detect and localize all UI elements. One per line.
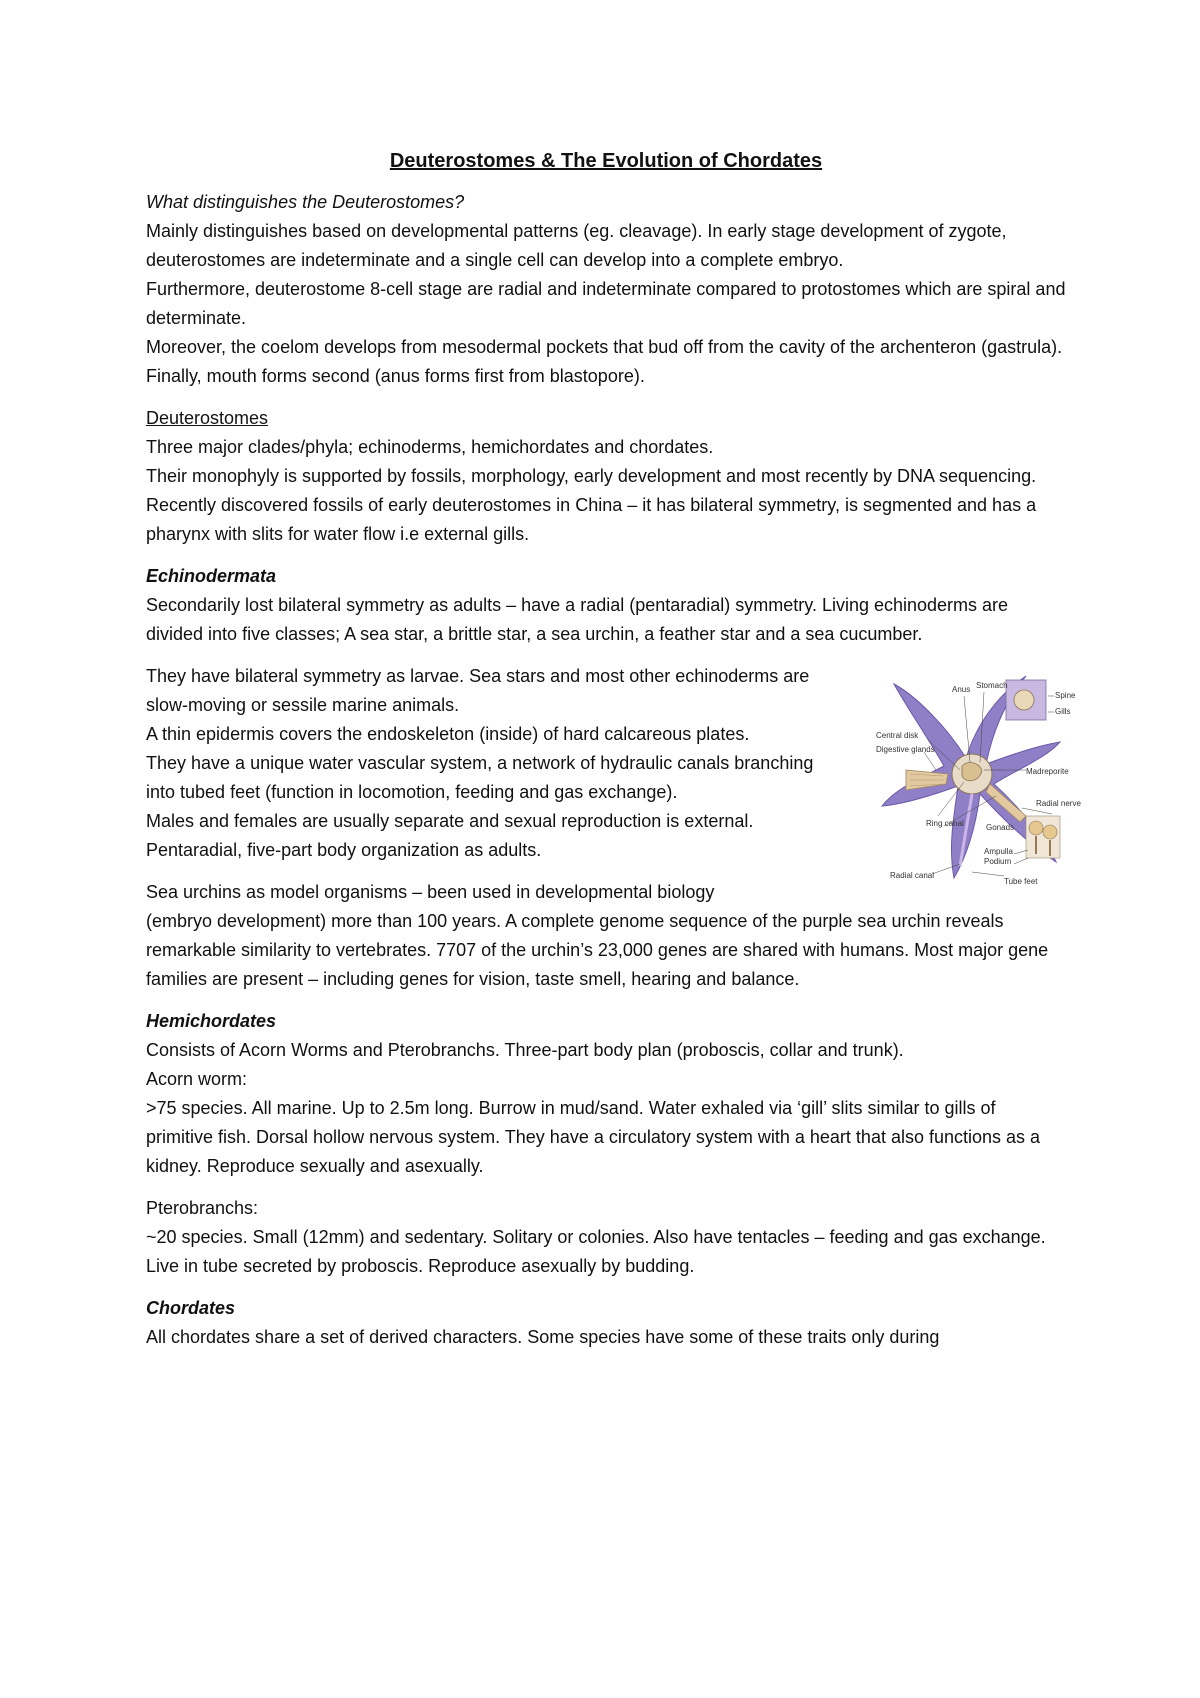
pterobranchs-section — [146, 1194, 1066, 1281]
figure-label-gonads: Gonads — [986, 823, 1015, 832]
sea-urchin-paragraph-start: Sea urchins as model organisms – been used in developmental biology — [146, 882, 715, 902]
section-paragraph: Consists of Acorn Worms and Pterobranchs. Three-part body plan (proboscis, collar and trunk). — [146, 1040, 904, 1060]
echinoderm-figure-block — [146, 662, 1081, 907]
intro-line: Furthermore, deuterostome 8-cell stage are radial and indeterminate compared to protostomes which are spiral and determinate. — [146, 279, 1066, 328]
figure-label-ampulla: Ampulla — [984, 847, 1013, 856]
section-paragraph: All chordates share a set of derived characters. Some species have some of these traits only during — [146, 1327, 940, 1347]
trait-line: They have a unique water vascular system, a network of hydraulic canals branching into tubed feet (function in locomotion, feeding and gas exchange). — [146, 753, 814, 802]
intro-question: What distinguishes the Deuterostomes? — [146, 192, 465, 212]
echinoderm-traits — [146, 662, 846, 865]
figure-label-tube-feet: Tube feet — [1004, 877, 1038, 886]
echinodermata-section — [146, 562, 1066, 649]
figure-label-stomach: Stomach — [976, 681, 1008, 690]
figure-label-digestive-glands: Digestive glands — [876, 745, 935, 754]
figure-label-spine: Spine — [1055, 691, 1076, 700]
section-line: Three major clades/phyla; echinoderms, hemichordates and chordates. — [146, 437, 714, 457]
figure-label-anus: Anus — [952, 685, 971, 694]
section-heading: Deuterostomes — [146, 408, 269, 428]
trait-line: Males and females are usually separate and sexual reproduction is external. — [146, 811, 754, 831]
acorn-worm-text: >75 species. All marine. Up to 2.5m long. Burrow in mud/sand. Water exhaled via ‘gill’ slits similar to gills of primitive fish. Dorsal hollow nervous system. They have a circulatory system with a heart that also functions as a kidney. Reproduce sexually and asexually. — [146, 1098, 1041, 1176]
figure-label-central-disk: Central disk — [876, 731, 919, 740]
section-line: Their monophyly is supported by fossils, morphology, early development and most recently by DNA sequencing. — [146, 466, 1037, 486]
figure-label-madreporite: Madreporite — [1026, 767, 1069, 776]
section-heading: Chordates — [146, 1298, 236, 1318]
page-title: Deuterostomes & The Evolution of Chordates — [389, 150, 823, 172]
pterobranchs-text: ~20 species. Small (12mm) and sedentary. Solitary or colonies. Also have tentacles – feeding and gas exchange. Live in tube secreted by proboscis. Reproduce asexually by budding. — [146, 1227, 1046, 1276]
trait-line: Pentaradial, five-part body organization as adults. — [146, 840, 542, 860]
subheading-acorn-worm: Acorn worm: — [146, 1069, 248, 1089]
intro-line: Moreover, the coelom develops from mesodermal pockets that bud off from the cavity of the archenteron (gastrula). — [146, 337, 1063, 357]
document-content — [146, 148, 1081, 1365]
trait-line: A thin epidermis covers the endoskeleton (inside) of hard calcareous plates. — [146, 724, 750, 744]
figure-label-ring-canal: Ring canal — [926, 819, 964, 828]
subheading-pterobranchs: Pterobranchs: — [146, 1198, 259, 1218]
sea-star-anatomy-figure — [876, 666, 1081, 890]
intro-line: Finally, mouth forms second (anus forms first from blastopore). — [146, 366, 645, 386]
figure-label-radial-nerve: Radial nerve — [1036, 799, 1081, 808]
intro-section — [146, 188, 1066, 391]
deuterostomes-section — [146, 404, 1066, 549]
section-heading: Echinodermata — [146, 566, 277, 586]
hemichordates-section — [146, 1007, 1066, 1181]
section-paragraph: Secondarily lost bilateral symmetry as adults – have a radial (pentaradial) symmetry. Living echinoderms are divided into five classes; A sea star, a brittle star, a sea urchin, a feather star and a sea cucumber. — [146, 595, 1009, 644]
intro-line: Mainly distinguishes based on developmental patterns (eg. cleavage). In early stage development of zygote, deuterostomes are indeterminate and a single cell can develop into a complete embryo. — [146, 221, 1007, 270]
figure-label-gills: Gills — [1055, 707, 1071, 716]
figure-label-podium: Podium — [984, 857, 1012, 866]
sea-urchin-paragraph-rest: (embryo development) more than 100 years. A complete genome sequence of the purple sea urchin reveals remarkable similarity to vertebrates. 7707 of the urchin’s 23,000 genes are shared with humans. Most major gene families are present – including genes for vision, taste smell, hearing and balance. — [146, 911, 1049, 989]
figure-label-radial-canal: Radial canal — [890, 871, 935, 880]
trait-line: They have bilateral symmetry as larvae. Sea stars and most other echinoderms are slow-moving or sessile marine animals. — [146, 666, 810, 715]
section-line: Recently discovered fossils of early deuterostomes in China – it has bilateral symmetry, is segmented and has a pharynx with slits for water flow i.e external gills. — [146, 495, 1037, 544]
chordates-section — [146, 1294, 1066, 1352]
section-heading: Hemichordates — [146, 1011, 277, 1031]
